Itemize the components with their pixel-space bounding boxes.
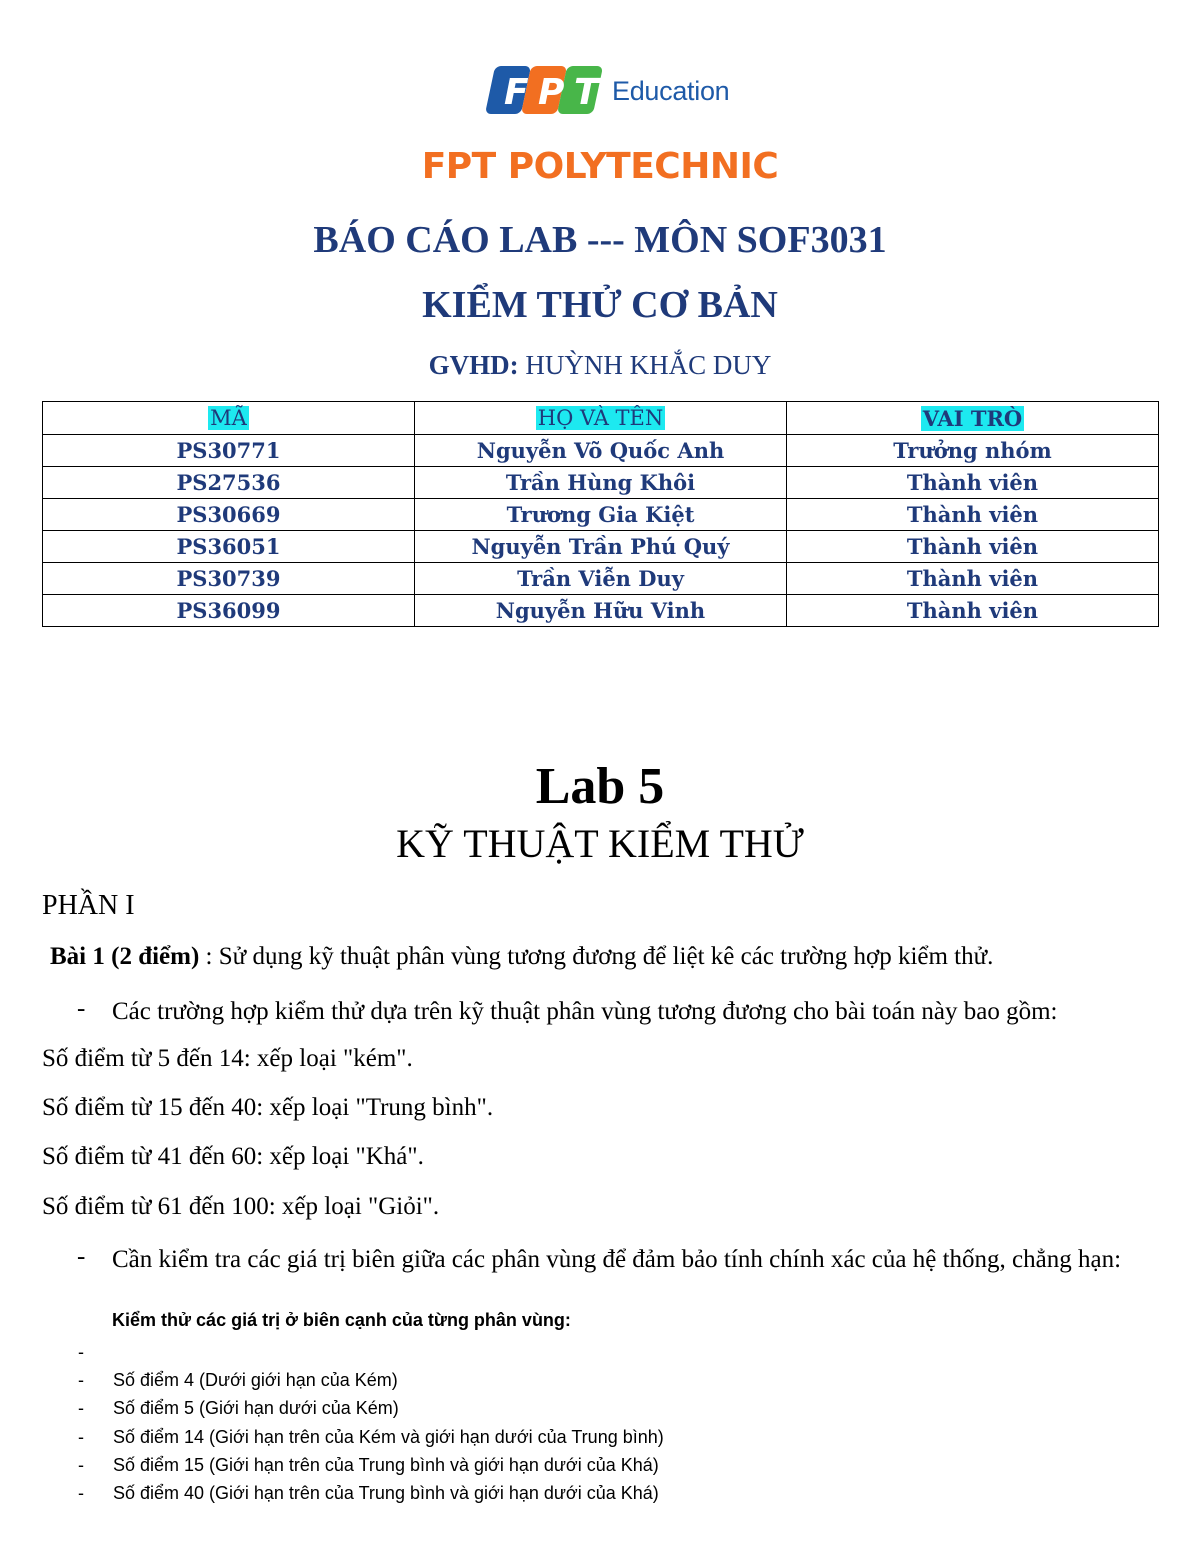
bullet-text: Các trường hợp kiểm thử dựa trên kỹ thuật phân vùng tương đương cho bài toán này bao gồm: bbox=[112, 998, 1058, 1025]
school-name: FPT POLYTECHNIC bbox=[421, 146, 779, 187]
table-row bbox=[43, 563, 1159, 595]
cell-role: Thành viên bbox=[787, 595, 1159, 627]
table-row bbox=[43, 467, 1159, 499]
boundary-heading: Kiểm thử các giá trị ở biên cạnh của từng phân vùng: bbox=[112, 1310, 571, 1330]
cell-id: PS30771 bbox=[43, 435, 415, 467]
exercise-text: : Sử dụng kỹ thuật phân vùng tương đương để liệt kê các trường hợp kiểm thử. bbox=[199, 943, 994, 970]
course-name: KIỂM THỬ CƠ BẢN bbox=[422, 284, 778, 326]
score-range-line: Số điểm từ 5 đến 14: xếp loại "kém". bbox=[42, 1045, 413, 1072]
header-label: VAI TRÒ bbox=[922, 405, 1023, 431]
bullet-dash: - bbox=[78, 1483, 84, 1503]
cell-id: PS30669 bbox=[43, 499, 415, 531]
lab-subtitle: KỸ THUẬT KIỂM THỬ bbox=[396, 821, 804, 866]
advisor-name: HUỲNH KHẮC DUY bbox=[525, 350, 772, 380]
score-range-line: Số điểm từ 61 đến 100: xếp loại "Giỏi". bbox=[42, 1193, 440, 1220]
logo-letter-p: P bbox=[538, 72, 565, 113]
cell-id: PS30739 bbox=[43, 563, 415, 595]
boundary-text: Số điểm 5 (Giới hạn dưới của Kém) bbox=[113, 1398, 399, 1418]
bullet-dash: - bbox=[78, 1398, 84, 1418]
exercise-label: Bài 1 bbox=[50, 943, 105, 970]
bullet-dash: - bbox=[78, 1342, 84, 1362]
exercise-line bbox=[50, 943, 993, 971]
boundary-text: Số điểm 40 (Giới hạn trên của Trung bình và giới hạn dưới của Khá) bbox=[113, 1483, 659, 1503]
table-row bbox=[43, 531, 1159, 563]
fpt-education-logo bbox=[480, 62, 730, 134]
table-row bbox=[43, 435, 1159, 467]
boundary-text: Số điểm 15 (Giới hạn trên của Trung bình và giới hạn dưới của Khá) bbox=[113, 1455, 659, 1475]
header-label: HỌ VÀ TÊN bbox=[537, 406, 664, 430]
bullet-dash: - bbox=[78, 1370, 84, 1390]
advisor-label: GVHD: bbox=[428, 350, 519, 380]
report-title: BÁO CÁO LAB --- MÔN SOF3031 bbox=[313, 219, 887, 261]
cell-id: PS36051 bbox=[43, 531, 415, 563]
bullet-dash: - bbox=[78, 1455, 84, 1475]
advisor-line bbox=[0, 350, 1200, 381]
cell-name: Nguyễn Trần Phú Quý bbox=[415, 531, 787, 563]
members-table bbox=[42, 401, 1159, 627]
table-row bbox=[43, 595, 1159, 627]
cell-role: Thành viên bbox=[787, 499, 1159, 531]
bullet-dash: - bbox=[78, 1427, 84, 1447]
boundary-text: Số điểm 4 (Dưới giới hạn của Kém) bbox=[113, 1370, 398, 1390]
section-title: PHẦN I bbox=[42, 890, 135, 921]
exercise-points: (2 điểm) bbox=[111, 943, 200, 970]
bullet-dash: - bbox=[77, 995, 86, 1022]
lab-number: Lab 5 bbox=[535, 758, 665, 815]
logo-education-text: Education bbox=[612, 76, 730, 106]
cell-name: Trương Gia Kiệt bbox=[415, 499, 787, 531]
cell-name: Nguyễn Võ Quốc Anh bbox=[415, 435, 787, 467]
cell-id: PS27536 bbox=[43, 467, 415, 499]
header-cell-role bbox=[787, 402, 1159, 435]
cell-role: Trưởng nhóm bbox=[787, 435, 1159, 467]
bullet-dash: - bbox=[77, 1243, 86, 1270]
cell-role: Thành viên bbox=[787, 531, 1159, 563]
cell-role: Thành viên bbox=[787, 467, 1159, 499]
cell-name: Trần Hùng Khôi bbox=[415, 467, 787, 499]
boundary-text: Số điểm 14 (Giới hạn trên của Kém và giới hạn dưới của Trung bình) bbox=[113, 1427, 664, 1447]
score-range-line: Số điểm từ 41 đến 60: xếp loại "Khá". bbox=[42, 1143, 424, 1170]
logo-letter-t: T bbox=[574, 72, 599, 113]
cell-name: Trần Viễn Duy bbox=[415, 563, 787, 595]
logo-letter-f: F bbox=[504, 72, 529, 113]
cell-id: PS36099 bbox=[43, 595, 415, 627]
cell-role: Thành viên bbox=[787, 563, 1159, 595]
header-label: MÃ bbox=[210, 406, 247, 430]
bullet-text: Cần kiểm tra các giá trị biên giữa các phân vùng để đảm bảo tính chính xác của hệ thống, chẳng hạn: bbox=[112, 1246, 1122, 1273]
table-row bbox=[43, 499, 1159, 531]
header-cell-id bbox=[43, 402, 415, 435]
header-cell-name bbox=[415, 402, 787, 435]
fpt-logo-icon bbox=[480, 62, 610, 134]
cell-name: Nguyễn Hữu Vinh bbox=[415, 595, 787, 627]
table-header-row bbox=[43, 402, 1159, 435]
score-range-line: Số điểm từ 15 đến 40: xếp loại "Trung bình". bbox=[42, 1094, 494, 1121]
